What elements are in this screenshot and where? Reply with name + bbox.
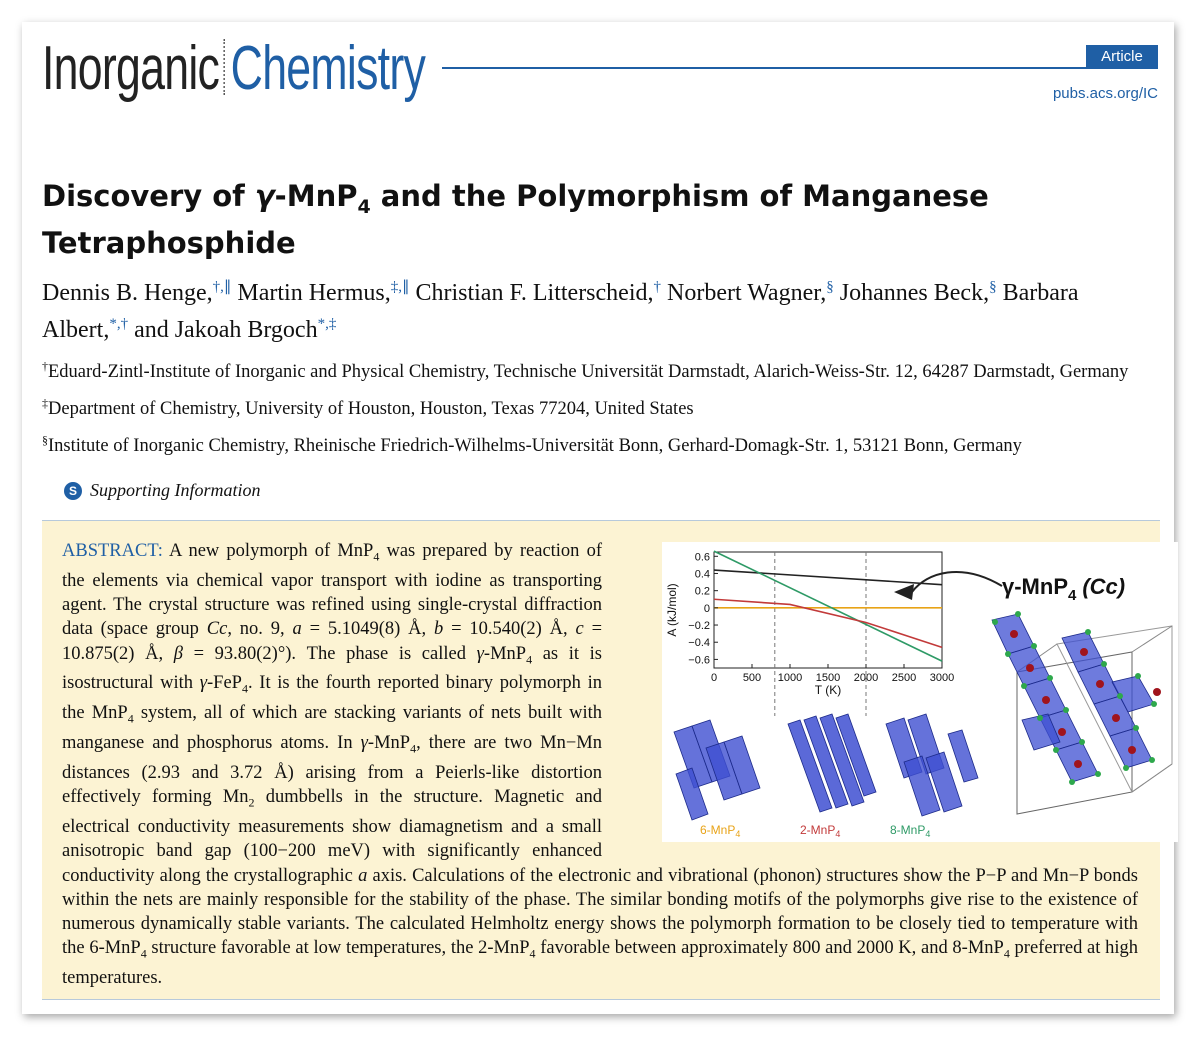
abstract-run: system, all of which are stacking variants of nets built with manganese and phosphorus atoms. In [62,703,602,754]
author-name: and Jakoah Brgoch [134,317,318,343]
article-type-badge: Article [1086,45,1158,69]
affiliation-text: Eduard-Zintl-Institute of Inorganic and Physical Chemistry, Technische Universität Darmstadt, Alarich-Weiss-Str. 12, 64287 Darmstadt, Germany [48,362,1129,383]
abstract-run: = 93.80(2)°). The phase is called [182,643,477,664]
author[interactable] [42,280,231,306]
supporting-information-link[interactable] [64,480,261,501]
author-list [42,272,1162,346]
plot-frame [714,552,942,668]
abstract-run: favorable between approximately 800 and 2000 K, and 8-MnP [535,938,1004,959]
author[interactable] [667,280,834,306]
y-tick-label: −0.6 [688,654,710,667]
abstract-run: = 10.875(2) Å, [62,619,602,664]
title-text: -MnP [274,179,358,213]
author[interactable] [134,317,336,343]
polymorph-8-mnp4-illustration [886,714,978,816]
x-tick-label: 1500 [815,672,841,684]
affiliation-mark: § [42,433,48,448]
label-8-mnp4: 8-MnP$_4$ [890,823,931,839]
affiliation-link[interactable]: § [989,279,997,295]
abstract-run: , there are two Mn−Mn distances (2.93 and 3.72 Å) arising from a Peierls-like distortion effectively forming Mn [62,733,602,808]
y-tick-label: 0 [703,602,710,615]
affiliation [42,428,1172,458]
supporting-info-label: Supporting Information [90,480,261,500]
x-tick-label: 2000 [853,672,879,684]
abstract-italic: Cc [206,619,228,640]
x-tick-label: 1000 [777,672,803,684]
logo-word-chemistry: Chemistry [230,34,426,103]
abstract-sub: 4 [241,682,248,697]
y-tick-label: 0.4 [694,568,710,581]
abstract-italic: b [434,619,444,640]
header-rule [442,67,1158,69]
abstract-sub: 4 [410,741,417,756]
affiliation-link[interactable]: § [826,279,834,295]
x-axis-label: T (K) [814,683,842,697]
abstract-sub: 2 [248,795,255,810]
abstract-italic: a [358,865,368,886]
author-name: Johannes Beck, [839,280,990,306]
y-tick-label: −0.2 [688,620,710,633]
author-name: Norbert Wagner, [667,280,827,306]
abstract-sub: 4 [127,711,134,726]
abstract-sub: 4 [140,946,147,961]
y-tick-label: −0.4 [688,637,710,650]
title-gamma: γ [254,179,275,213]
affiliation-mark: † [42,359,48,373]
abstract-run: -FeP [207,673,242,694]
author-name: Christian F. Litterscheid, [415,280,654,306]
x-tick-label: 0 [710,672,718,684]
affiliation-link[interactable]: ‡,∥ [390,279,410,295]
abstract-italic: c [575,619,584,640]
abstract-run: -MnP [367,733,411,754]
abstract-run: A new polymorph of MnP [162,541,374,561]
x-tick-label: 2500 [891,672,917,684]
abstract-italic: γ [360,733,368,754]
abstract-label: ABSTRACT: [62,541,163,561]
author[interactable] [415,280,661,306]
y-tick-label: 0.2 [694,585,710,598]
y-tick-label: 0.6 [694,551,710,564]
abstract-run: . It is the fourth reported binary polymorph in the MnP [62,673,602,724]
author[interactable] [840,280,997,306]
abstract-run: = 5.1049(8) Å, [301,619,434,640]
affiliation-text: Department of Chemistry, University of Houston, Houston, Texas 77204, United States [48,399,694,420]
author-name: Dennis B. Henge, [42,280,213,306]
affiliation [42,354,1172,384]
polymorph-2-mnp4-illustration [788,714,876,812]
helmholtz-energy-chart [665,551,954,716]
title-text: and the Polymorphism of Manganese Tetraphosphide [42,179,989,260]
abstract-run: = 10.540(2) Å, [443,619,576,640]
abstract-sub: 4 [373,549,380,564]
author-name: Martin Hermus, [237,280,391,306]
abstract-run: -MnP [483,643,527,664]
supporting-info-icon: S [64,482,82,500]
abstract-run: structure favorable at low temperatures, the 2-MnP [146,938,530,959]
article-title [42,178,1152,261]
author[interactable] [237,280,409,306]
title-text: Discovery of [42,179,255,213]
logo-word-inorganic: Inorganic [42,34,220,103]
abstract-run: dumbbells in the structure. Magnetic and electrical conductivity measurements show diamagnetism and a small anisotropic band gap (100−200 meV) with significantly enhanced conductivity along the crystallographic [62,787,602,886]
affiliation-link[interactable]: *,† [109,316,129,332]
crystal-structure-illustration [992,611,1172,814]
y-axis-label: A (kJ/mol) [665,583,679,637]
abstract-run: axis. Calculations of the electronic and vibrational (phonon) structures show the P−P and Mn−P bonds within the nets are mainly responsible for the stability of the phase. The similar bonding motifs of the polymorphs give rise to the existence of numerous dynamically stable variants. The calculated Helmholtz energy shows the polymorph formation to be closely tied to temperature with the 6-MnP [62,865,1139,959]
abstract-italic: γ [476,643,484,664]
logo-separator [223,39,226,95]
abstract-italic: β [173,643,183,664]
abstract-sub: 4 [529,946,536,961]
journal-logo[interactable] [42,34,426,103]
affiliation-text: Institute of Inorganic Chemistry, Rheinische Friedrich-Wilhelms-Universität Bonn, Gerhard-Domagk-Str. 1, 53121 Bonn, Germany [48,436,1022,457]
abstract-run: as it is isostructural with [62,643,603,694]
abstract-italic: a [292,619,302,640]
affiliation-link[interactable]: *,‡ [317,316,337,332]
article-page [22,22,1174,1014]
affiliations [42,354,1172,465]
affiliation-link[interactable]: † [653,279,661,295]
x-tick-label: 500 [742,672,762,684]
affiliation-link[interactable]: †,∥ [212,279,232,295]
label-2-mnp4: 2-MnP$_4$ [800,823,841,839]
author-name: Barbara Albert, [42,280,1079,343]
label-6-mnp4: 6-MnP$_4$ [700,823,741,839]
affiliation-mark: ‡ [42,396,48,411]
abstract-sub: 4 [526,652,533,667]
polymorph-6-mnp4-illustration [674,720,760,820]
abstract-sub: 4 [1003,946,1010,961]
journal-url-link[interactable]: pubs.acs.org/IC [1052,85,1158,102]
title-subscript: 4 [357,195,371,218]
polymorph-labels [700,823,930,839]
toc-graphic-svg [662,542,1178,842]
x-tick-label: 3000 [929,672,955,684]
abstract-run: preferred at high temperatures. [62,938,1138,989]
abstract-run: was prepared by reaction of the elements via chemical vapor transport with iodine as transporting agent. The crystal structure was refined using single-crystal diffraction data (space group [62,541,602,640]
affiliation [42,391,1172,421]
structure-label: γ-MnP$_4$ (Cc) [1002,574,1126,604]
abstract-run: , no. 9, [227,619,293,640]
abstract-italic: γ [199,673,208,694]
toc-graphic[interactable] [662,542,1178,842]
